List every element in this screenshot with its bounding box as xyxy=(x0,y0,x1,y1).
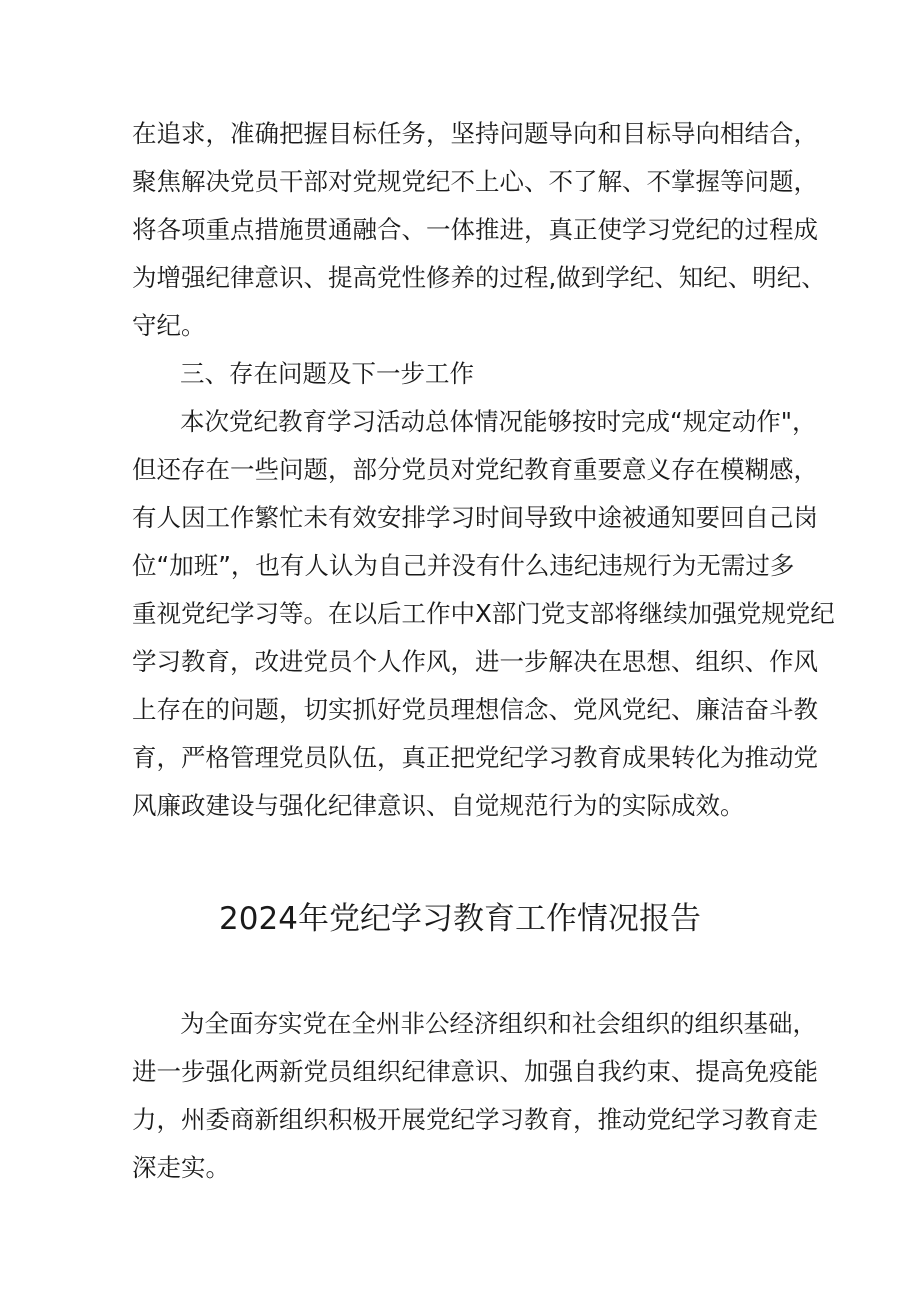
paragraph-line: 为全面夯实党在全州非公经济组织和社会组织的组织基础， xyxy=(180,1009,817,1038)
intro-paragraph xyxy=(132,1000,818,1192)
paragraph-line: 上存在的问题，切实抓好党员理想信念、党风党纪、廉洁奋斗教 xyxy=(132,695,818,724)
paragraph-line: 本次党纪教育学习活动总体情况能够按时完成“规定动作"， xyxy=(180,407,817,436)
paragraph-line: 有人因工作繁忙未有效安排学习时间导致中途被通知要回自己岗 xyxy=(132,503,818,532)
paragraph-line: 位“加班”，也有人认为自己并没有什么违纪违规行为无需过多 xyxy=(132,551,795,580)
section-heading: 三、存在问题及下一步工作 xyxy=(180,359,474,388)
paragraph-line: 重视党纪学习等。在以后工作中X部门党支部将继续加强党规党纪 xyxy=(132,599,835,628)
section-heading-block xyxy=(132,350,812,398)
paragraph-line: 风廉政建设与强化纪律意识、自觉规范行为的实际成效。 xyxy=(132,791,745,820)
paragraph-line: 在追求，准确把握目标任务，坚持问题导向和目标导向相结合， xyxy=(132,119,818,148)
paragraph-line: 聚焦解决党员干部对党规党纪不上心、不了解、不掌握等问题， xyxy=(132,167,818,196)
report-title: 2024年党纪学习教育工作情况报告 xyxy=(219,901,701,937)
paragraph-line: 进一步强化两新党员组织纪律意识、加强自我约束、提高免疫能 xyxy=(132,1057,818,1086)
continuation-paragraph xyxy=(132,110,826,350)
paragraph-line: 育，严格管理党员队伍，真正把党纪学习教育成果转化为推动党 xyxy=(132,743,818,772)
paragraph-line: 学习教育，改进党员个人作风，进一步解决在思想、组织、作风 xyxy=(132,647,818,676)
paragraph-line: 力，州委商新组织积极开展党纪学习教育，推动党纪学习教育走 xyxy=(132,1105,818,1134)
paragraph-line: 将各项重点措施贯通融合、一体推进，真正使学习党纪的过程成 xyxy=(132,215,818,244)
paragraph-line: 为增强纪律意识、提高党性修养的过程,做到学纪、知纪、明纪、 xyxy=(132,263,826,292)
paragraph-line: 守纪。 xyxy=(132,311,206,340)
problems-paragraph xyxy=(132,398,835,830)
paragraph-line: 深走实。 xyxy=(132,1153,230,1182)
paragraph-line: 但还存在一些问题，部分党员对党纪教育重要意义存在模糊感， xyxy=(132,455,818,484)
